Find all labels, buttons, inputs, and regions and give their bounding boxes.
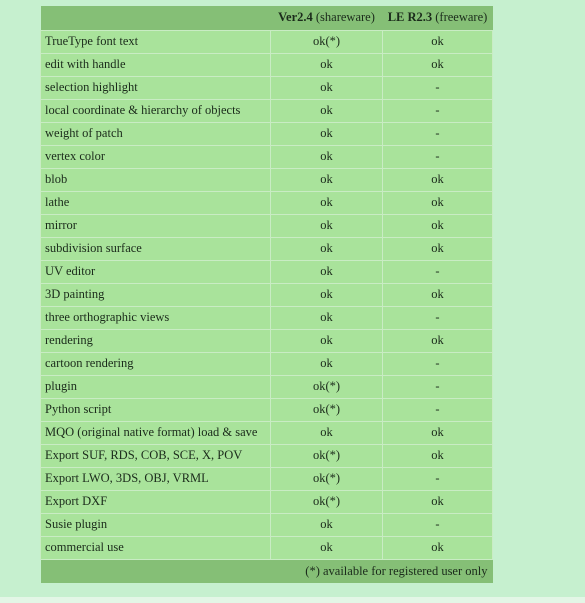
le-r23-cell: - <box>383 260 493 283</box>
feature-cell: rendering <box>41 329 271 352</box>
le-r23-cell: - <box>383 375 493 398</box>
feature-cell: cartoon rendering <box>41 352 271 375</box>
feature-cell: Export DXF <box>41 490 271 513</box>
ver24-cell: ok <box>271 260 383 283</box>
header-feature-cell <box>41 6 271 30</box>
ver24-cell: ok <box>271 168 383 191</box>
table-row <box>41 283 493 306</box>
feature-cell: lathe <box>41 191 271 214</box>
ver24-cell: ok(*) <box>271 490 383 513</box>
table-row <box>41 53 493 76</box>
le-r23-cell: ok <box>383 191 493 214</box>
feature-cell: Export LWO, 3DS, OBJ, VRML <box>41 467 271 490</box>
feature-cell: plugin <box>41 375 271 398</box>
feature-cell: edit with handle <box>41 53 271 76</box>
feature-cell: 3D painting <box>41 283 271 306</box>
le-type-label: (freeware) <box>435 10 488 25</box>
table-row <box>41 168 493 191</box>
table-row <box>41 237 493 260</box>
table-row <box>41 398 493 421</box>
footnote-row <box>41 559 493 583</box>
le-r23-cell: - <box>383 398 493 421</box>
table-row <box>41 191 493 214</box>
table-body <box>41 30 493 559</box>
le-r23-cell: ok <box>383 214 493 237</box>
feature-cell: commercial use <box>41 536 271 559</box>
ver24-cell: ok <box>271 513 383 536</box>
ver24-cell: ok(*) <box>271 375 383 398</box>
header-ver24 <box>271 6 383 30</box>
le-r23-cell: ok <box>383 237 493 260</box>
ver24-cell: ok <box>271 53 383 76</box>
feature-cell: subdivision surface <box>41 237 271 260</box>
ver24-cell: ok(*) <box>271 467 383 490</box>
footnote: (*) available for registered user only <box>41 559 493 583</box>
ver24-type-label: (shareware) <box>315 10 375 25</box>
table-row <box>41 76 493 99</box>
table-row <box>41 421 493 444</box>
le-r23-cell: - <box>383 306 493 329</box>
feature-comparison-table <box>40 6 493 583</box>
table-row <box>41 99 493 122</box>
feature-cell: TrueType font text <box>41 30 271 53</box>
feature-cell: vertex color <box>41 145 271 168</box>
ver24-cell: ok(*) <box>271 398 383 421</box>
feature-cell: local coordinate & hierarchy of objects <box>41 99 271 122</box>
ver24-cell: ok <box>271 306 383 329</box>
table-row <box>41 122 493 145</box>
feature-cell: Python script <box>41 398 271 421</box>
feature-cell: selection highlight <box>41 76 271 99</box>
le-r23-cell: ok <box>383 329 493 352</box>
table-row <box>41 260 493 283</box>
le-r23-cell: ok <box>383 421 493 444</box>
le-r23-cell: - <box>383 467 493 490</box>
table-row <box>41 214 493 237</box>
le-r23-cell: - <box>383 145 493 168</box>
table-row <box>41 467 493 490</box>
le-r23-cell: - <box>383 99 493 122</box>
feature-cell: mirror <box>41 214 271 237</box>
table-row <box>41 536 493 559</box>
ver24-cell: ok <box>271 76 383 99</box>
table-row <box>41 352 493 375</box>
ver24-cell: ok <box>271 352 383 375</box>
feature-cell: blob <box>41 168 271 191</box>
ver24-version-label: Ver2.4 <box>278 10 313 25</box>
le-r23-cell: ok <box>383 168 493 191</box>
ver24-cell: ok <box>271 214 383 237</box>
ver24-cell: ok(*) <box>271 444 383 467</box>
ver24-cell: ok <box>271 122 383 145</box>
ver24-cell: ok <box>271 329 383 352</box>
table-row <box>41 145 493 168</box>
le-r23-cell: - <box>383 76 493 99</box>
table-row <box>41 306 493 329</box>
le-r23-cell: ok <box>383 283 493 306</box>
table-row <box>41 329 493 352</box>
ver24-cell: ok(*) <box>271 30 383 53</box>
bottom-strip <box>0 597 585 603</box>
ver24-cell: ok <box>271 99 383 122</box>
le-r23-cell: - <box>383 122 493 145</box>
feature-cell: weight of patch <box>41 122 271 145</box>
le-r23-cell: ok <box>383 53 493 76</box>
le-r23-cell: ok <box>383 536 493 559</box>
le-r23-cell: - <box>383 352 493 375</box>
feature-cell: three orthographic views <box>41 306 271 329</box>
le-r23-cell: - <box>383 513 493 536</box>
ver24-cell: ok <box>271 536 383 559</box>
header-le-r23 <box>383 6 493 30</box>
ver24-cell: ok <box>271 237 383 260</box>
le-version-label: LE R2.3 <box>387 10 433 25</box>
table-row <box>41 513 493 536</box>
ver24-cell: ok <box>271 145 383 168</box>
table-row <box>41 375 493 398</box>
feature-cell: UV editor <box>41 260 271 283</box>
ver24-cell: ok <box>271 191 383 214</box>
feature-cell: Susie plugin <box>41 513 271 536</box>
feature-cell: MQO (original native format) load & save <box>41 421 271 444</box>
header-row <box>41 6 493 30</box>
table-row <box>41 490 493 513</box>
le-r23-cell: ok <box>383 30 493 53</box>
table-row <box>41 30 493 53</box>
table-header <box>41 6 493 30</box>
feature-cell: Export SUF, RDS, COB, SCE, X, POV <box>41 444 271 467</box>
le-r23-cell: ok <box>383 444 493 467</box>
ver24-cell: ok <box>271 283 383 306</box>
le-r23-cell: ok <box>383 490 493 513</box>
table-row <box>41 444 493 467</box>
ver24-cell: ok <box>271 421 383 444</box>
table-footer <box>41 559 493 583</box>
